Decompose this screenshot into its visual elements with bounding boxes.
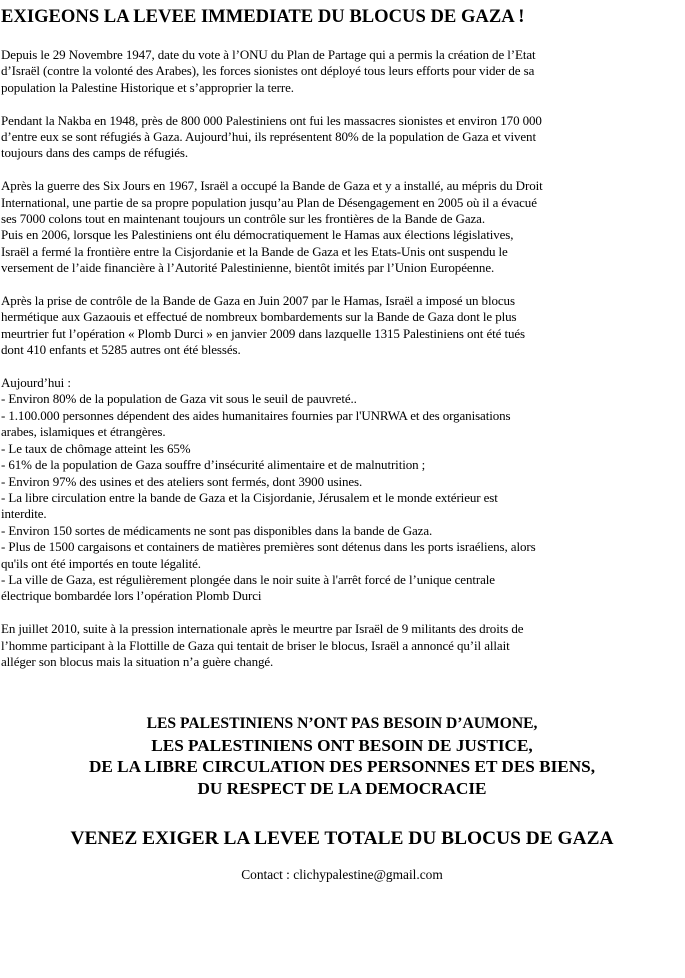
document-title: EXIGEONS LA LEVEE IMMEDIATE DU BLOCUS DE GAZA ! bbox=[1, 6, 525, 27]
paragraph-today-list bbox=[1, 375, 683, 605]
list-item: - Plus de 1500 cargaisons et containers de matières premières sont détenus dans les ports israéliens, alors bbox=[1, 539, 536, 555]
list-item: - Environ 150 sortes de médicaments ne sont pas disponibles dans la bande de Gaza. bbox=[1, 522, 433, 538]
list-item: - 61% de la population de Gaza souffre d’insécurité alimentaire et de malnutrition ; bbox=[1, 457, 426, 473]
list-item: arabes, islamiques et étrangères. bbox=[1, 424, 166, 440]
text-line: Puis en 2006, lorsque les Palestiniens ont élu démocratiquement le Hamas aux élections législatives, bbox=[1, 227, 514, 243]
list-item: - 1.100.000 personnes dépendent des aides humanitaires fournies par l'UNRWA et des organisations bbox=[1, 407, 511, 423]
paragraph-history bbox=[1, 47, 683, 96]
text-line: Après la guerre des Six Jours en 1967, Israël a occupé la Bande de Gaza et y a installé, au mépris du Droit bbox=[1, 178, 543, 194]
closing-statement bbox=[1, 713, 683, 799]
closing-line: DE LA LIBRE CIRCULATION DES PERSONNES ET DES BIENS, bbox=[88, 757, 596, 777]
text-line: Après la prise de contrôle de la Bande de Gaza en Juin 2007 par le Hamas, Israël a imposé un blocus bbox=[1, 293, 515, 309]
paragraph-blockade bbox=[1, 293, 683, 359]
list-item: qu'ils ont été importés en toute légalité. bbox=[1, 555, 201, 571]
closing-line: DU RESPECT DE LA DEMOCRACIE bbox=[197, 778, 487, 798]
list-item: - Environ 97% des usines et des ateliers sont fermés, dont 3900 usines. bbox=[1, 473, 363, 489]
closing-line: LES PALESTINIENS ONT BESOIN DE JUSTICE, bbox=[151, 735, 533, 755]
paragraph-occupation bbox=[1, 178, 683, 276]
list-item: - Environ 80% de la population de Gaza vit sous le seuil de pauvreté.. bbox=[1, 391, 357, 407]
text-line: ses 7000 colons tout en maintenant toujours un contrôle sur les frontières de la Bande de Gaza. bbox=[1, 211, 486, 227]
text-line: meurtrier fut l’opération « Plomb Durci » en janvier 2009 dans lazquelle 1315 Palestiniens ont été tués bbox=[1, 325, 526, 341]
paragraph-nakba bbox=[1, 113, 683, 162]
list-item: interdite. bbox=[1, 506, 47, 522]
text-line: En juillet 2010, suite à la pression internationale après le meurtre par Israël de 9 militants des droits de bbox=[1, 621, 524, 637]
document-body bbox=[1, 47, 683, 670]
text-line: Pendant la Nakba en 1948, près de 800 000 Palestiniens ont fui les massacres sionistes et environ 170 000 bbox=[1, 112, 542, 128]
text-line: toujours dans des camps de réfugiés. bbox=[1, 145, 189, 161]
text-line: population la Palestine Historique et s’approprier la terre. bbox=[1, 79, 294, 95]
list-item: - La libre circulation entre la bande de Gaza et la Cisjordanie, Jérusalem et le monde extérieur est bbox=[1, 489, 498, 505]
text-line: d’entre eux se sont réfugiés à Gaza. Aujourd’hui, ils représentent 80% de la population de Gaza et vivent bbox=[1, 129, 536, 145]
list-item: - La ville de Gaza, est régulièrement plongée dans le noir suite à l'arrêt forcé de l’unique centrale bbox=[1, 571, 495, 587]
text-line: dont 410 enfants et 5285 autres ont été blessés. bbox=[1, 342, 241, 358]
text-line: Israël a fermé la frontière entre la Cisjordanie et la Bande de Gaza et les Etats-Unis ont suspendu le bbox=[1, 243, 508, 259]
closing-line: LES PALESTINIENS N’ONT PAS BESOIN D’AUMONE, bbox=[146, 715, 538, 733]
list-item: électrique bombardée lors l’opération Plomb Durci bbox=[1, 588, 262, 604]
text-line: versement de l’aide financière à l’Autorité Palestinienne, bientôt imités par l’Union Européenne. bbox=[1, 260, 495, 276]
call-to-action: VENEZ EXIGER LA LEVEE TOTALE DU BLOCUS DE GAZA bbox=[70, 828, 614, 850]
text-line: hermétique aux Gazaouis et effectué de nombreux bombardements sur la Bande de Gaza dont le plus bbox=[1, 309, 517, 325]
text-line: alléger son blocus mais la situation n’a guère changé. bbox=[1, 653, 274, 669]
list-item: - Le taux de chômage atteint les 65% bbox=[1, 440, 191, 456]
text-line: Depuis le 29 Novembre 1947, date du vote à l’ONU du Plan de Partage qui a permis la création de l’Etat bbox=[1, 47, 536, 62]
paragraph-flotilla bbox=[1, 621, 683, 670]
text-line: d’Israël (contre la volonté des Arabes), les forces sionistes ont déployé tous leurs efforts pour vider de sa bbox=[1, 63, 535, 79]
text-line: l’homme participant à la Flottille de Gaza qui tentait de briser le blocus, Israël a annoncé qu’il allait bbox=[1, 637, 510, 653]
contact-line: Contact : clichypalestine@gmail.com bbox=[241, 867, 443, 883]
list-heading: Aujourd’hui : bbox=[1, 375, 71, 391]
text-line: International, une partie de sa propre population jusqu’au Plan de Désengagement en 2005 où il a évacué bbox=[1, 194, 537, 210]
